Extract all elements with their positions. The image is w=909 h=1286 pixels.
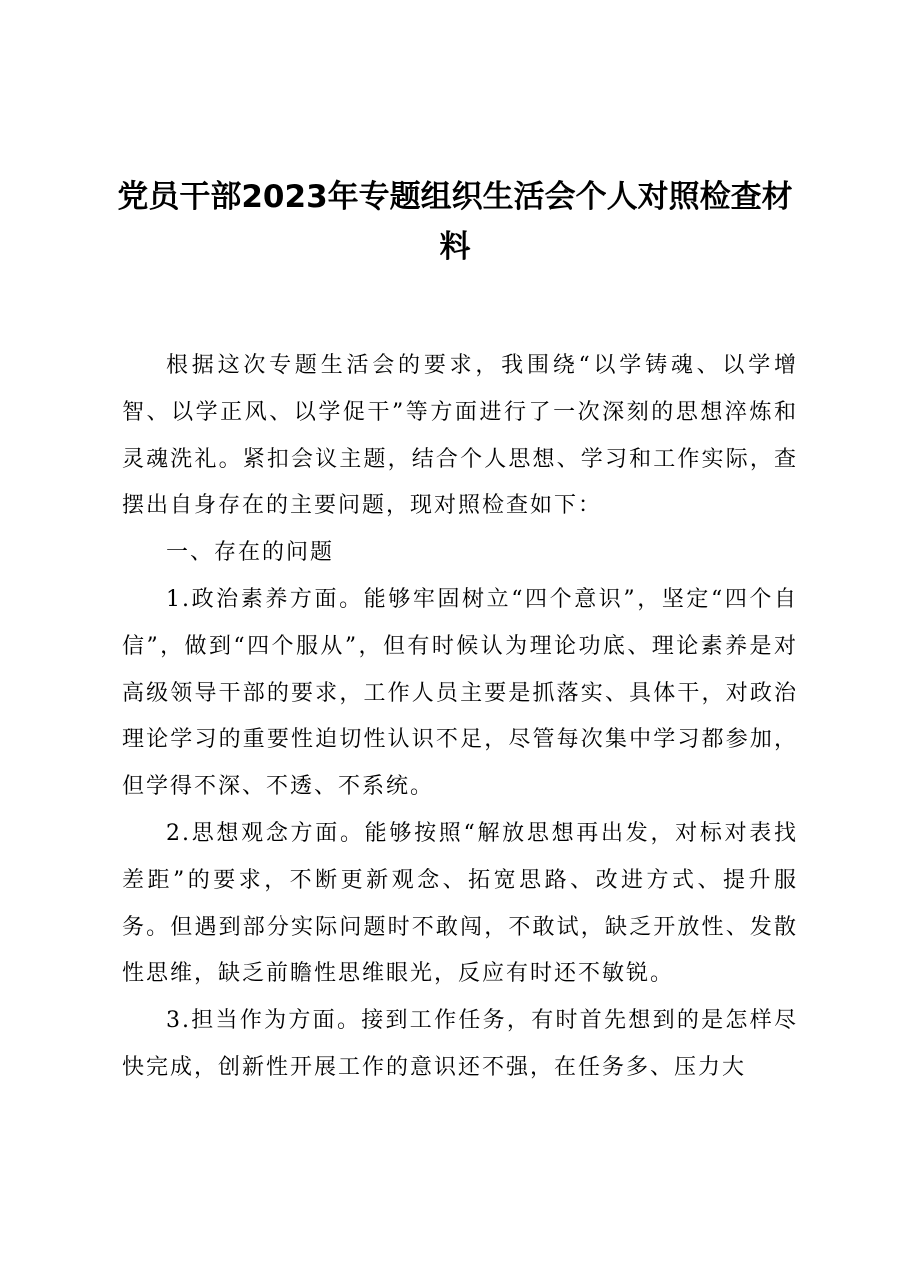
paragraph-political-literacy: 1.政治素养方面。能够牢固树立“四个意识”，坚定“四个自信”，做到“四个服从”，但有时候认为理论功底、理论素养是对高级领导干部的要求，工作人员主要是抓落实、具体干，对政治理论学习的重要性迫切性认识不足，尽管每次集中学习都参加，但学得不深、不透、不系统。 [122,586,798,800]
paragraph-thinking-concepts: 2.思想观念方面。能够按照“解放思想再出发，对标对表找差距”的要求，不断更新观念、拓宽思路、改进方式、提升服务。但遇到部分实际问题时不敢闯，不敢试，缺乏开放性、发散性思维，缺乏前瞻性思维眼光，反应有时还不敏锐。 [122,820,798,987]
document-title: 党员干部2023年专题组织生活会个人对照检查材料 [117,179,793,265]
section-heading-problems: 一、存在的问题 [166,540,335,566]
paragraph-responsibility: 3.担当作为方面。接到工作任务，有时首先想到的是怎样尽快完成，创新性开展工作的意识还不强，在任务多、压力大 [122,1008,798,1080]
document-body [122,343,798,1092]
paragraph-intro: 根据这次专题生活会的要求，我围绕“以学铸魂、以学增智、以学正风、以学促干”等方面进行了一次深刻的思想淬炼和灵魂洗礼。紧扣会议主题，结合个人思想、学习和工作实际，查摆出自身存在的主要问题，现对照检查如下： [122,353,798,519]
